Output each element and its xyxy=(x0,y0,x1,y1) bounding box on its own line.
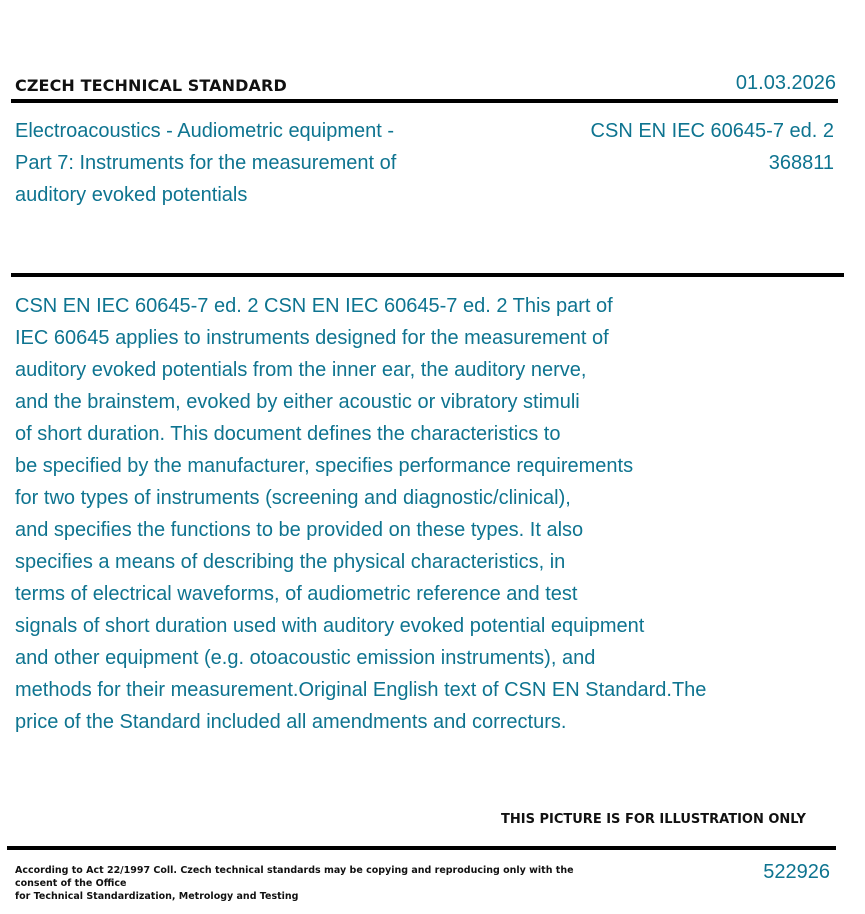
publication-date: 01.03.2026 xyxy=(735,72,836,94)
footer-divider xyxy=(7,846,836,850)
illustration-disclaimer: THIS PICTURE IS FOR ILLUSTRATION ONLY xyxy=(501,812,806,827)
document-type-label: CZECH TECHNICAL STANDARD xyxy=(15,76,287,95)
document-number: 522926 xyxy=(763,861,830,883)
catalog-number: 368811 xyxy=(768,152,834,174)
standard-identification xyxy=(591,115,834,179)
standard-code: CSN EN IEC 60645-7 ed. 2 xyxy=(590,120,834,142)
legal-notice: According to Act 22/1997 Coll. Czech technical standards may be copying and reproducing only with the consent of the Office for Technical Standardization, Metrology and Testing xyxy=(15,865,574,902)
standard-description: CSN EN IEC 60645-7 ed. 2 CSN EN IEC 60645-7 ed. 2 This part of IEC 60645 applies to instruments designed for the measurement of auditory evoked potentials from the inner ear, the auditory nerve, and the brainstem, evoked by either acoustic or vibratory stimuli of short duration. This document defines the characteristics to be specified by the manufacturer, specifies performance requirements for two types of instruments (screening and diagnostic/clinical), and specifies the functions to be provided on these types. It also specifies a means of describing the physical characteristics, in terms of electrical waveforms, of audiometric reference and test signals of short duration used with auditory evoked potential equipment and other equipment (e.g. otoacoustic emission instruments), and methods for their measurement.Original English text of CSN EN Standard.The price of the Standard included all amendments and correcturs. xyxy=(15,295,707,733)
section-divider xyxy=(11,273,844,277)
standard-title: Electroacoustics - Audiometric equipment - Part 7: Instruments for the measurement of auditory evoked potentials xyxy=(15,120,397,206)
header-divider xyxy=(11,99,838,103)
